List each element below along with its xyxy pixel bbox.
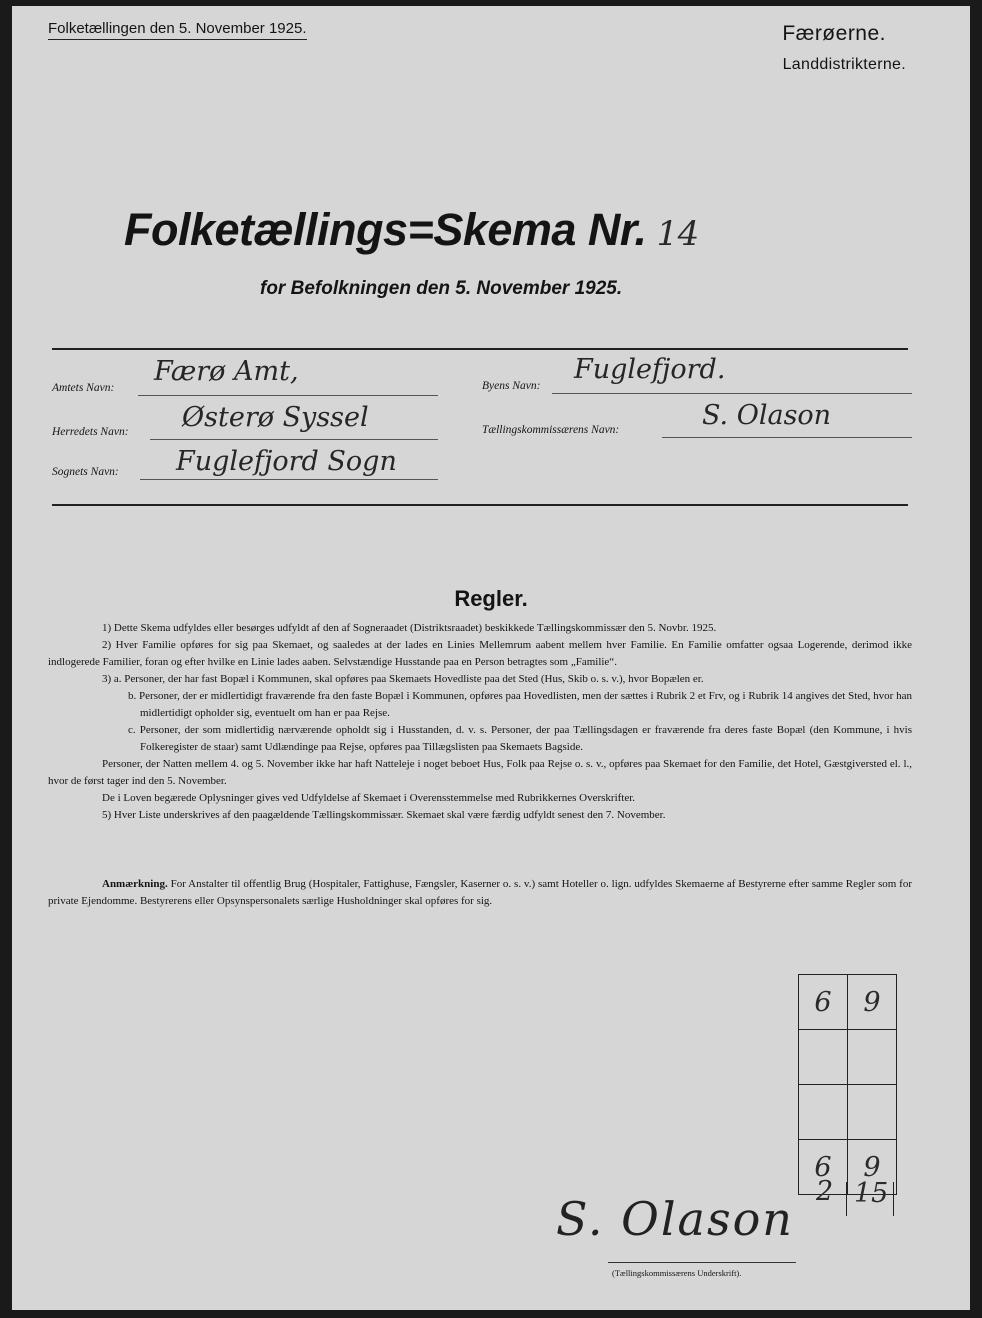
bottom-divider [52,504,908,506]
district-type-header: Landdistrikterne. [782,56,906,73]
by-label: Byens Navn: [482,380,541,392]
amt-value: Færø Amt, [154,356,299,387]
form-title-text: Folketællings=Skema Nr. [124,204,647,255]
herred-line [150,439,438,440]
commissioner-signature: S. Olason [556,1192,794,1246]
tally-cell: 9 [848,975,897,1030]
kommissaer-value: S. Olason [702,400,832,431]
tally-cell [799,1030,848,1085]
tally-cell: 6 [799,1140,848,1195]
signature-line [608,1262,796,1263]
tally-extra-left: 2 [816,1176,834,1207]
tally-cell [799,1085,848,1140]
rules-heading: Regler. [454,586,528,611]
tally-extra-right: 15 [854,1178,889,1209]
top-divider [52,348,908,350]
by-line [552,393,912,394]
rule-3a: 3) a. Personer, der har fast Bopæl i Kommunen, skal opføres paa Skemaets Hovedliste paa det Sted (Hus, Skib o. s. v.), hvor Bopælen er. [102,673,704,685]
note-label: Anmærkning. [102,878,168,890]
tally-cell: 9 [848,1140,897,1195]
amt-label: Amtets Navn: [52,382,115,394]
form-number: 14 [656,214,699,254]
note-text: For Anstalter til offentlig Brug (Hospitaler, Fattighuse, Fængsler, Kaserner o. s. v.) samt Hoteller o. lign. udfyldes Skemaerne af Bestyrerne efter samme Regler som for private Ejendomme. Bestyrerens eller Opsynspersonalets særlige Husholdninger skal opføres for sig. [48,878,913,907]
amt-line [138,395,438,396]
rule-1: 1) Dette Skema udfyldes eller besørges udfyldt af den af Sogneraadet (Distriktsraadet) beskikkede Tællingskommissær den 5. Novbr. 1925. [102,622,717,634]
rule-4b: De i Loven begærede Oplysninger gives ved Udfyldelse af Skemaet i Overensstemmelse med Rubrikkernes Overskrifter. [102,792,636,804]
tally-cell [848,1085,897,1140]
signature-caption: (Tællingskommissærens Underskrift). [612,1268,742,1278]
tally-grid [798,974,897,1195]
sogn-value: Fuglefjord Sogn [176,446,397,477]
rule-5: 5) Hver Liste underskrives af den paagældende Tællingskommissær. Skemaet skal være færdig udfyldt senest den 7. November. [102,809,666,821]
rule-3c: c. Personer, der som midlertidig nærværende opholdt sig i Husstanden, d. v. s. Personer, der paa Tællingsdagen er fraværende fra deres faste Bopæl (den Kommune, i hvis Folkeregister de staar) samt Udlændinge paa Rejse, opføres paa Tillægslisten paa Skemaets Bagside. [128,724,912,753]
herred-value: Østerø Syssel [182,402,369,433]
rules-text [48,620,912,824]
note-block [48,876,912,910]
region-header: Færøerne. [782,22,886,45]
census-date-header: Folketællingen den 5. November 1925. [48,20,307,40]
form-title [124,204,699,256]
kommissaer-label: Tællingskommissærens Navn: [482,424,620,436]
tally-cell: 6 [799,975,848,1030]
sogn-line [140,479,438,480]
sogn-label: Sognets Navn: [52,466,119,478]
kommissaer-line [662,437,912,438]
tally-cell [848,1030,897,1085]
census-form-sheet [12,6,970,1310]
rule-3b: b. Personer, der er midlertidigt fraværende fra den faste Bopæl i Kommunen, opføres paa Hovedlisten, men der sættes i Rubrik 2 et Frv, og i Rubrik 14 angives det Sted, hvor han midlertidigt opholder sig, eventuelt om han er paa Rejse. [128,690,912,719]
rule-4: Personer, der Natten mellem 4. og 5. November ikke har haft Natteleje i noget beboet Hus, Folk paa Rejse o. s. v., opføres paa Skemaet for den Familie, det Hotel, Gæstgiversted el. l., hvor de først tager ind den 5. November. [48,758,912,787]
rule-2: 2) Hver Familie opføres for sig paa Skemaet, og saaledes at der lades en Linies Mellemrum aabent mellem hver Familie. En Familie omfatter ogsaa Logerende, derimod ikke indlogerede Familier, foran og efter hvilke en Linie lades aaben. Selvstændige Husstande paa en Person betragtes som „Familie“. [48,639,912,668]
form-subtitle: for Befolkningen den 5. November 1925. [260,278,623,299]
herred-label: Herredets Navn: [52,426,129,438]
by-value: Fuglefjord. [574,354,726,385]
